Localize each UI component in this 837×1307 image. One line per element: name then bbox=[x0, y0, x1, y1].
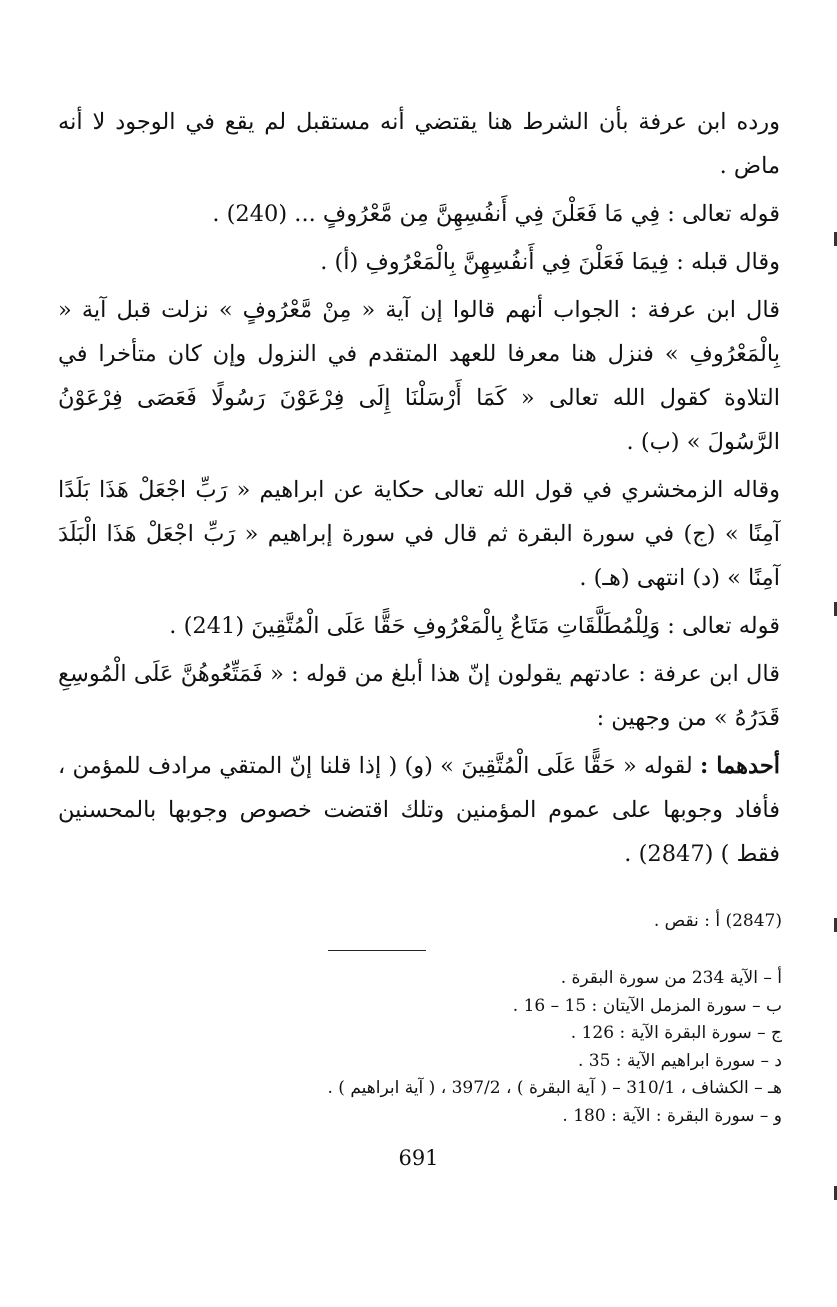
paragraph-8-body: لقوله « حَقًّا عَلَى الْمُتَّقِينَ » (و) ( إذا قلنا إنّ المتقي مرادف للمؤمن ، فأفاد وجوبها على عموم المؤمنين وتلك اقتضت خصوص وجوبها بالمحسنين فقط ) (2847) . bbox=[58, 753, 780, 867]
paragraph-1: ورده ابن عرفة بأن الشرط هنا يقتضي أنه مستقبل لم يقع في الوجود لا أنه ماض . bbox=[58, 109, 780, 179]
footnote-item: ب – سورة المزمل الآيتان : 15 – 16 . bbox=[512, 995, 782, 1016]
paragraph-8-lead: أحدهما : bbox=[700, 753, 780, 779]
paragraph-4: قال ابن عرفة : الجواب أنهم قالوا إن آية « مِنْ مَّعْرُوفٍ » نزلت قبل آية « بِالْمَعْرُوفِ » فنزل هنا معرفا للعهد المتقدم في النزول وإن كان متأخرا في التلاوة كقول الله تعالى « كَمَا أَرْسَلْنَا إِلَى فِرْعَوْنَ رَسُولًا فَعَصَى فِرْعَوْنُ الرَّسُولَ » (ب) . bbox=[58, 297, 780, 455]
page-number: 691 bbox=[398, 1146, 439, 1170]
footnote-item: ج – سورة البقرة الآية : 126 . bbox=[570, 1023, 782, 1043]
footnote-item: و – سورة البقرة : الآية : 180 . bbox=[562, 1105, 782, 1126]
footnote-primary: (2847) أ : نقص . bbox=[653, 911, 782, 931]
paragraph-8 bbox=[58, 744, 780, 876]
footnote-divider bbox=[328, 950, 426, 951]
footnote-item: أ – الآية 234 من سورة البقرة . bbox=[560, 968, 782, 988]
paragraph-2: قوله تعالى : فِي مَا فَعَلْنَ فِي أَنفُسِهِنَّ مِن مَّعْرُوفٍ ... (240) . bbox=[212, 201, 780, 227]
footnote-item: د – سورة ابراهيم الآية : 35 . bbox=[577, 1050, 782, 1071]
footnote-list bbox=[60, 965, 782, 1130]
paragraph-7: قال ابن عرفة : عادتهم يقولون إنّ هذا أبلغ من قوله : « فَمَتِّعُوهُنَّ عَلَى الْمُوسِعِ قَدَرُهُ » من وجهين : bbox=[58, 661, 780, 731]
paragraph-3: وقال قبله : فِيمَا فَعَلْنَ فِي أَنفُسِهِنَّ بِالْمَعْرُوفِ (أ) . bbox=[320, 249, 780, 275]
paragraph-5: وقاله الزمخشري في قول الله تعالى حكاية عن ابراهيم « رَبِّ اجْعَلْ هَذَا بَلَدًا آمِنًا » (ج) في سورة البقرة ثم قال في سورة إبراهيم « رَبِّ اجْعَلْ هَذَا الْبَلَدَ آمِنًا » (د) انتهى (هـ) . bbox=[58, 477, 780, 591]
footnotes bbox=[60, 906, 782, 1130]
paragraph-6: قوله تعالى : وَلِلْمُطَلَّقَاتِ مَتَاعٌ بِالْمَعْرُوفِ حَقًّا عَلَى الْمُتَّقِينَ (241) . bbox=[169, 613, 780, 639]
main-text bbox=[58, 100, 780, 876]
footnote-item: هـ – الكشاف ، 310/1 – ( آية البقرة ) ، 397/2 ، ( آية ابراهيم ) . bbox=[327, 1078, 782, 1098]
